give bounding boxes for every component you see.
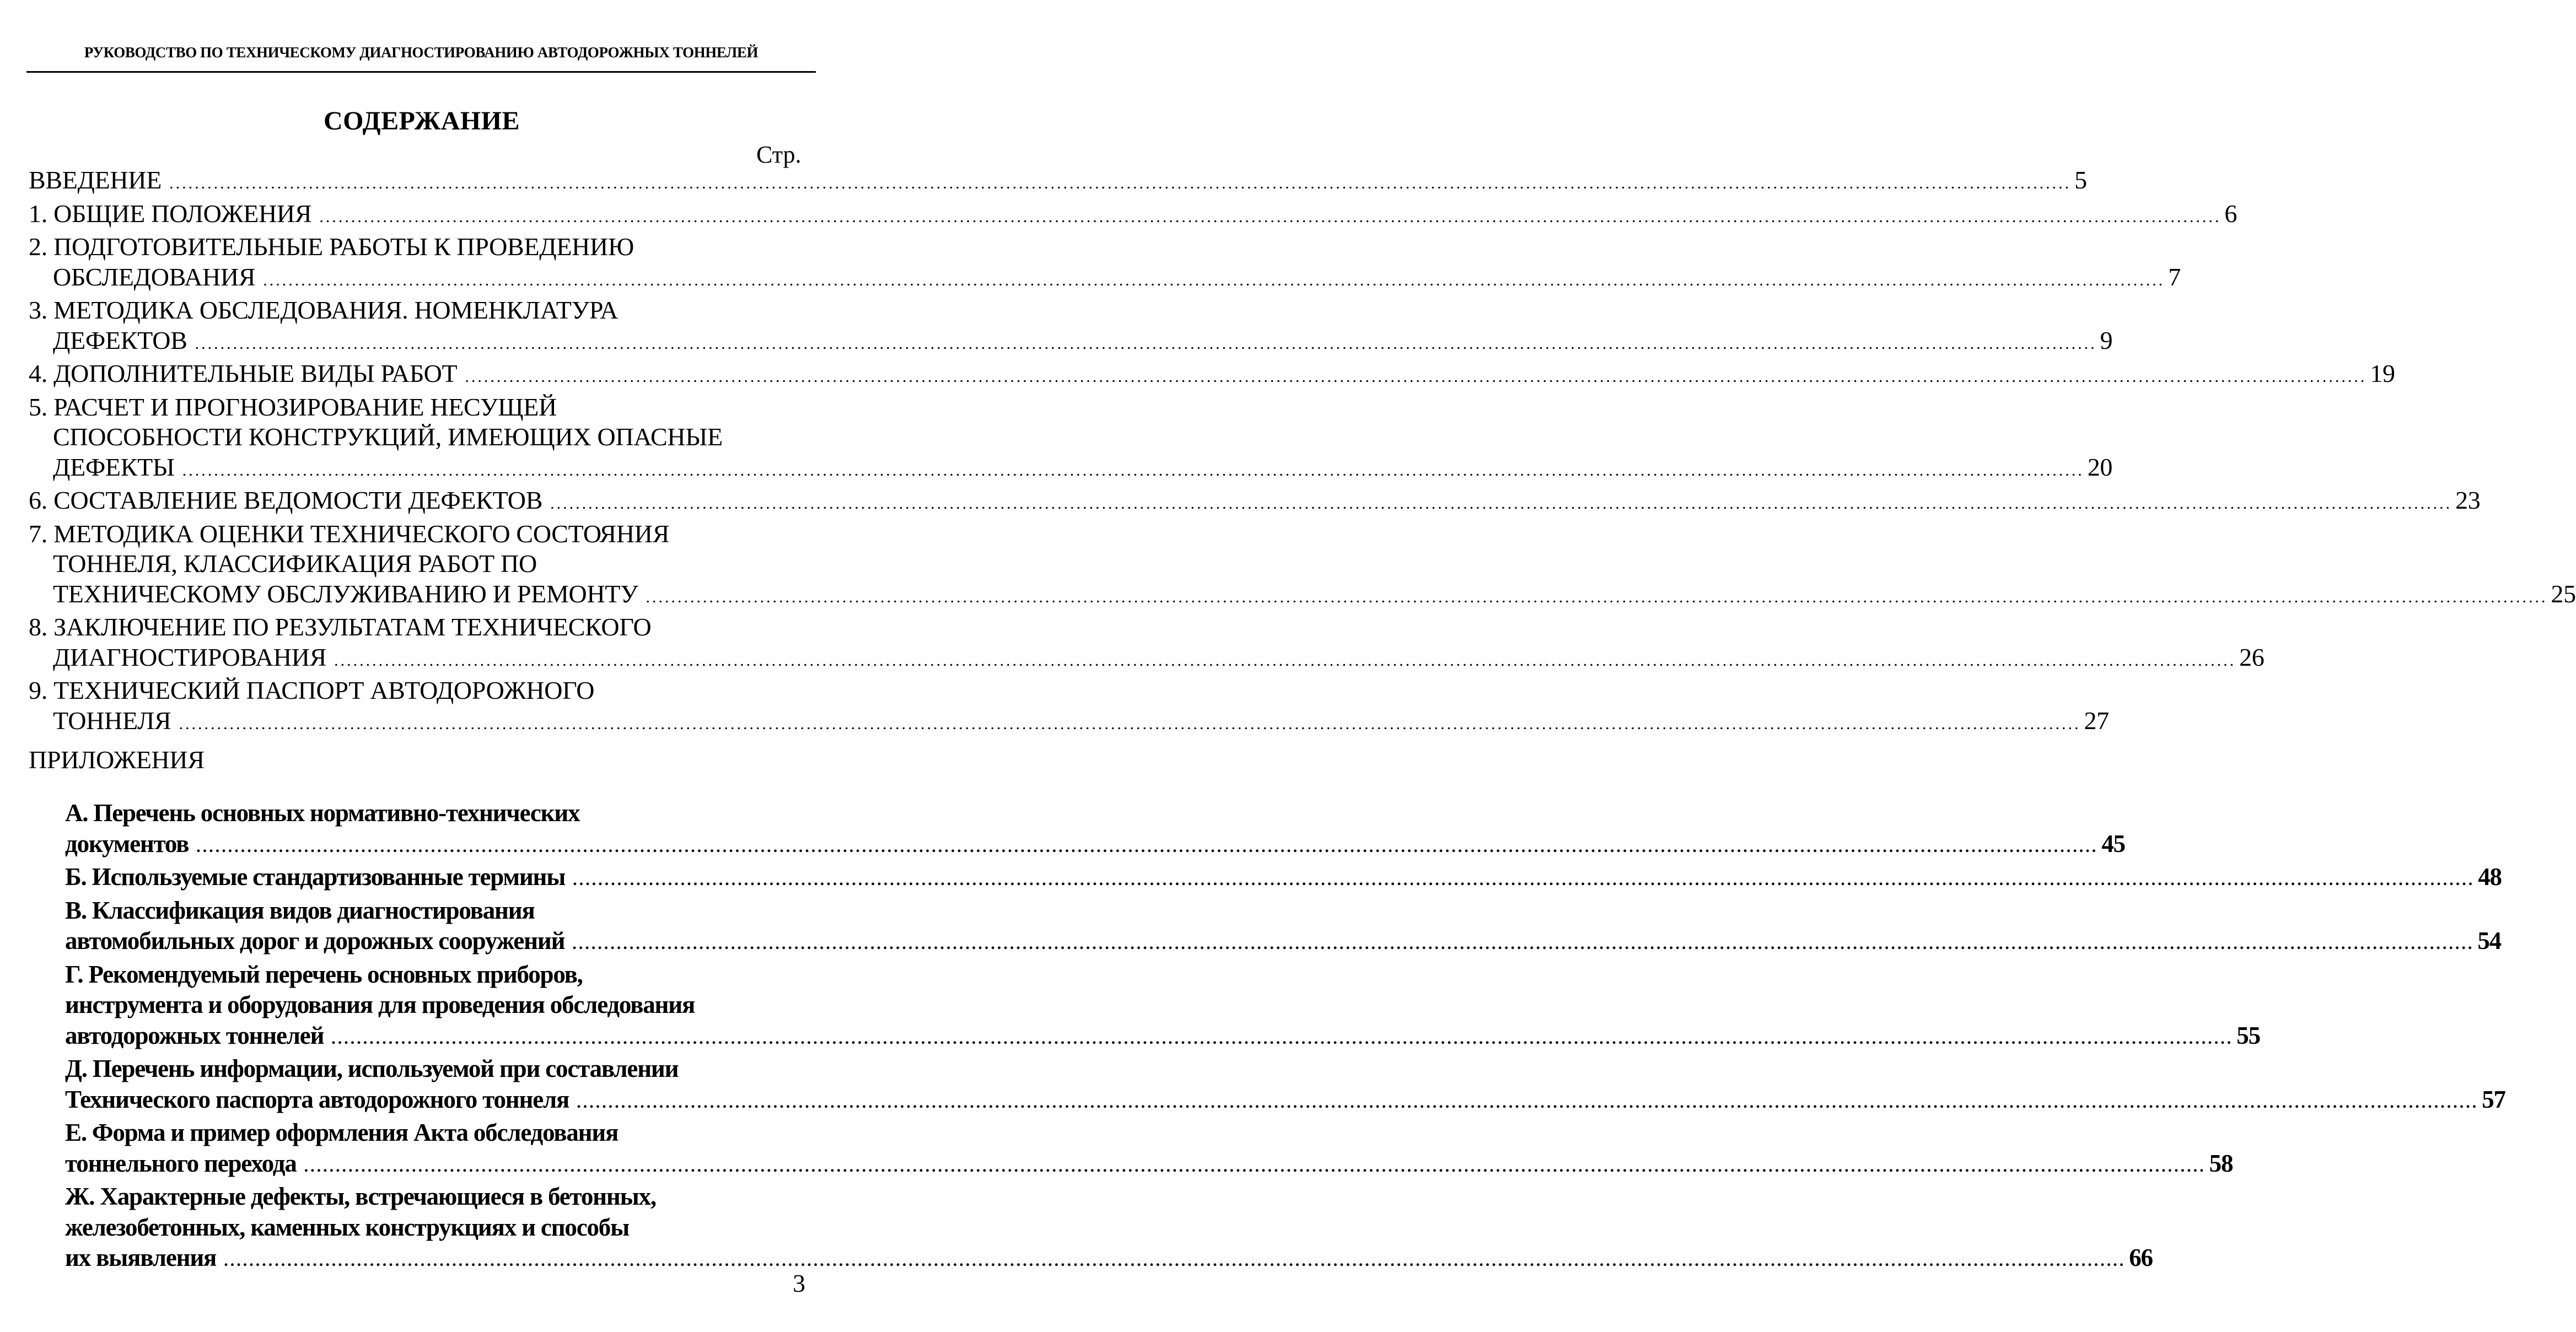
toc-entry-line (29, 295, 778, 326)
toc-entry (29, 165, 2087, 199)
toc-entry-line (29, 165, 2087, 199)
appendix-entry (65, 1118, 2233, 1182)
page-column-label: Стр. (756, 141, 802, 168)
dot-leader: ............................................................................................................................................................................................................................................................................................................ (224, 1252, 2126, 1270)
toc-entry-text: СПОСОБНОСТИ КОНСТРУКЦИЙ, ИМЕЮЩИХ ОПАСНЫЕ (53, 423, 723, 451)
toc-entry-text: ТОННЕЛЯ (53, 706, 171, 735)
toc-entry-line (29, 706, 2109, 740)
page-ref: 26 (2239, 643, 2265, 671)
toc-entry-line (29, 392, 778, 423)
dot-leader: ............................................................................................................................................................................................................................................................................................................ (577, 1093, 2479, 1112)
header-rule (26, 71, 816, 73)
appendix-entry-line (65, 959, 778, 990)
dot-leader: ............................................................................................................................................................................................................................................................................................................ (195, 334, 2097, 353)
page-ref: 9 (2100, 326, 2113, 354)
toc-entry (29, 295, 2113, 359)
toc-entry-text: 1. ОБЩИЕ ПОЛОЖЕНИЯ (29, 199, 312, 228)
toc-entry-line (29, 549, 778, 579)
toc-entry-text: 7. МЕТОДИКА ОЦЕНКИ ТЕХНИЧЕСКОГО СОСТОЯНИЯ (29, 519, 670, 548)
appendix-entry-line (65, 862, 2502, 896)
toc-entry-text: 3. МЕТОДИКА ОБСЛЕДОВАНИЯ. НОМЕНКЛАТУРА (29, 296, 619, 324)
toc-entry-text: ДИАГНОСТИРОВАНИЯ (53, 643, 327, 671)
appendices-list (65, 798, 2505, 1276)
dot-leader: ............................................................................................................................................................................................................................................................................................................ (465, 368, 2367, 386)
toc-entry-text: 2. ПОДГОТОВИТЕЛЬНЫЕ РАБОТЫ К ПРОВЕДЕНИЮ (29, 233, 634, 261)
page-ref: 23 (2455, 486, 2481, 514)
toc-entry-line (29, 612, 778, 643)
dot-leader: ............................................................................................................................................................................................................................................................................................................ (179, 714, 2081, 733)
appendix-entry-line (65, 1243, 2153, 1276)
toc-entry-line (29, 359, 2395, 392)
toc-entry-line (29, 422, 778, 452)
appendix-entry-text: автодорожных тоннелей (65, 1021, 324, 1049)
toc-entry-line (29, 232, 778, 262)
appendix-entry-line (65, 798, 778, 829)
dot-leader: ............................................................................................................................................................................................................................................................................................................ (304, 1157, 2206, 1175)
toc-entry-text: ТЕХНИЧЕСКОМУ ОБСЛУЖИВАНИЮ И РЕМОНТУ (53, 579, 638, 608)
page-ref: 25 (2551, 579, 2576, 608)
appendix-entry (65, 1182, 2153, 1276)
appendix-entry-text: автомобильных дорог и дорожных сооружений (65, 927, 565, 954)
toc-entry-line (29, 326, 2113, 359)
appendix-entry-line (65, 990, 778, 1021)
appendix-entry-text: их выявления (65, 1244, 217, 1271)
toc-entry-text: 4. ДОПОЛНИТЕЛЬНЫЕ ВИДЫ РАБОТ (29, 359, 458, 387)
page-ref: 6 (2224, 199, 2238, 228)
toc-entry-text: ДЕФЕКТОВ (53, 326, 187, 354)
page-ref: 7 (2168, 262, 2181, 291)
page-ref: 27 (2084, 706, 2109, 735)
page-ref: 66 (2129, 1244, 2153, 1271)
appendix-entry-text: Д. Перечень информации, используемой при составлении (65, 1055, 679, 1082)
page-ref: 48 (2478, 863, 2502, 891)
dot-leader: ............................................................................................................................................................................................................................................................................................................ (196, 837, 2099, 856)
appendix-entry-text: инструмента и оборудования для проведения обследования (65, 991, 695, 1018)
page-ref: 57 (2482, 1085, 2505, 1113)
appendix-entry-text: тоннельного перехода (65, 1149, 297, 1177)
dot-leader: ............................................................................................................................................................................................................................................................................................................ (550, 494, 2453, 513)
dot-leader: ............................................................................................................................................................................................................................................................................................................ (169, 174, 2072, 192)
page-ref: 45 (2101, 829, 2125, 858)
dot-leader: ............................................................................................................................................................................................................................................................................................................ (182, 461, 2084, 479)
toc-entry-line (29, 643, 2265, 676)
toc-entry (29, 676, 2109, 739)
toc-entry-line (29, 486, 2481, 519)
toc-entry-text: 6. СОСТАВЛЕНИЕ ВЕДОМОСТИ ДЕФЕКТОВ (29, 486, 543, 514)
appendix-entry-line (65, 926, 2501, 959)
toc-entry (29, 612, 2265, 676)
toc-entry-text: ДЕФЕКТЫ (53, 452, 175, 481)
appendix-entry-text: В. Классификация видов диагностирования (65, 896, 535, 924)
appendix-entry-line (65, 1021, 2260, 1054)
page-ref: 20 (2087, 452, 2113, 481)
toc-entry (29, 232, 2181, 295)
appendix-entry-line (65, 1148, 2233, 1182)
toc-title: СОДЕРЖАНИЕ (323, 106, 520, 136)
toc-list (29, 165, 2576, 739)
toc-entry-text: ВВЕДЕНИЕ (29, 166, 162, 194)
toc-entry (29, 519, 2576, 613)
toc-entry-line (29, 262, 2181, 296)
appendix-entry-text: Е. Форма и пример оформления Акта обследования (65, 1119, 619, 1146)
appendix-entry-text: Г. Рекомендуемый перечень основных приборов, (65, 960, 583, 988)
dot-leader: ............................................................................................................................................................................................................................................................................................................ (646, 587, 2548, 606)
page-ref: 5 (2074, 166, 2087, 194)
page-ref: 55 (2236, 1021, 2260, 1049)
appendix-entry (65, 959, 2260, 1054)
dot-leader: ............................................................................................................................................................................................................................................................................................................ (573, 871, 2475, 889)
dot-leader: ............................................................................................................................................................................................................................................................................................................ (263, 271, 2165, 289)
appendix-entry-line (65, 1212, 778, 1243)
appendices-title: ПРИЛОЖЕНИЯ (29, 746, 205, 774)
dot-leader: ............................................................................................................................................................................................................................................................................................................ (334, 651, 2236, 670)
appendix-entry-line (65, 829, 2125, 862)
appendix-entry (65, 798, 2125, 862)
dot-leader: ............................................................................................................................................................................................................................................................................................................ (319, 207, 2222, 226)
appendix-entry-text: Б. Используемые стандартизованные термины (65, 863, 566, 891)
appendix-entry (65, 896, 2501, 959)
toc-entry-text: 8. ЗАКЛЮЧЕНИЕ ПО РЕЗУЛЬТАТАМ ТЕХНИЧЕСКОГО (29, 613, 652, 641)
appendix-entry (65, 862, 2502, 896)
appendix-entry-text: А. Перечень основных нормативно-технических (65, 799, 580, 827)
appendix-entry-line (65, 1118, 778, 1148)
dot-leader: ............................................................................................................................................................................................................................................................................................................ (331, 1029, 2234, 1048)
toc-entry-line (29, 579, 2576, 613)
running-header: РУКОВОДСТВО ПО ТЕХНИЧЕСКОМУ ДИАГНОСТИРОВАНИЮ АВТОДОРОЖНЫХ ТОННЕЛЕЙ (84, 44, 759, 61)
appendix-entry-line (65, 896, 778, 926)
appendix-entry-line (65, 1085, 2505, 1118)
appendix-entry-text: документов (65, 829, 189, 858)
appendix-entry-line (65, 1054, 778, 1085)
toc-entry-line (29, 199, 2238, 233)
page-ref: 54 (2477, 927, 2501, 954)
toc-entry (29, 392, 2113, 486)
dot-leader: ............................................................................................................................................................................................................................................................................................................ (572, 935, 2475, 953)
page-number: 3 (793, 1269, 805, 1297)
appendix-entry-text: Ж. Характерные дефекты, встречающиеся в бетонных, (65, 1183, 656, 1210)
page-ref: 58 (2209, 1149, 2233, 1177)
toc-entry (29, 486, 2481, 519)
appendix-entry-line (65, 1182, 778, 1212)
toc-entry-text: ТОННЕЛЯ, КЛАССИФИКАЦИЯ РАБОТ ПО (53, 549, 537, 578)
toc-entry-text: 9. ТЕХНИЧЕСКИЙ ПАСПОРТ АВТОДОРОЖНОГО (29, 676, 595, 704)
toc-entry (29, 199, 2238, 233)
toc-entry-text: 5. РАСЧЕТ И ПРОГНОЗИРОВАНИЕ НЕСУЩЕЙ (29, 392, 557, 421)
appendix-entry-text: Технического паспорта автодорожного тоннеля (65, 1085, 569, 1113)
toc-entry-line (29, 519, 778, 549)
toc-entry-line (29, 452, 2113, 486)
toc-entry (29, 359, 2395, 392)
appendix-entry-text: железобетонных, каменных конструкциях и способы (65, 1213, 630, 1241)
appendix-entry (65, 1054, 2505, 1118)
toc-entry-line (29, 676, 778, 706)
page-ref: 19 (2370, 359, 2395, 387)
toc-entry-text: ОБСЛЕДОВАНИЯ (53, 262, 256, 291)
